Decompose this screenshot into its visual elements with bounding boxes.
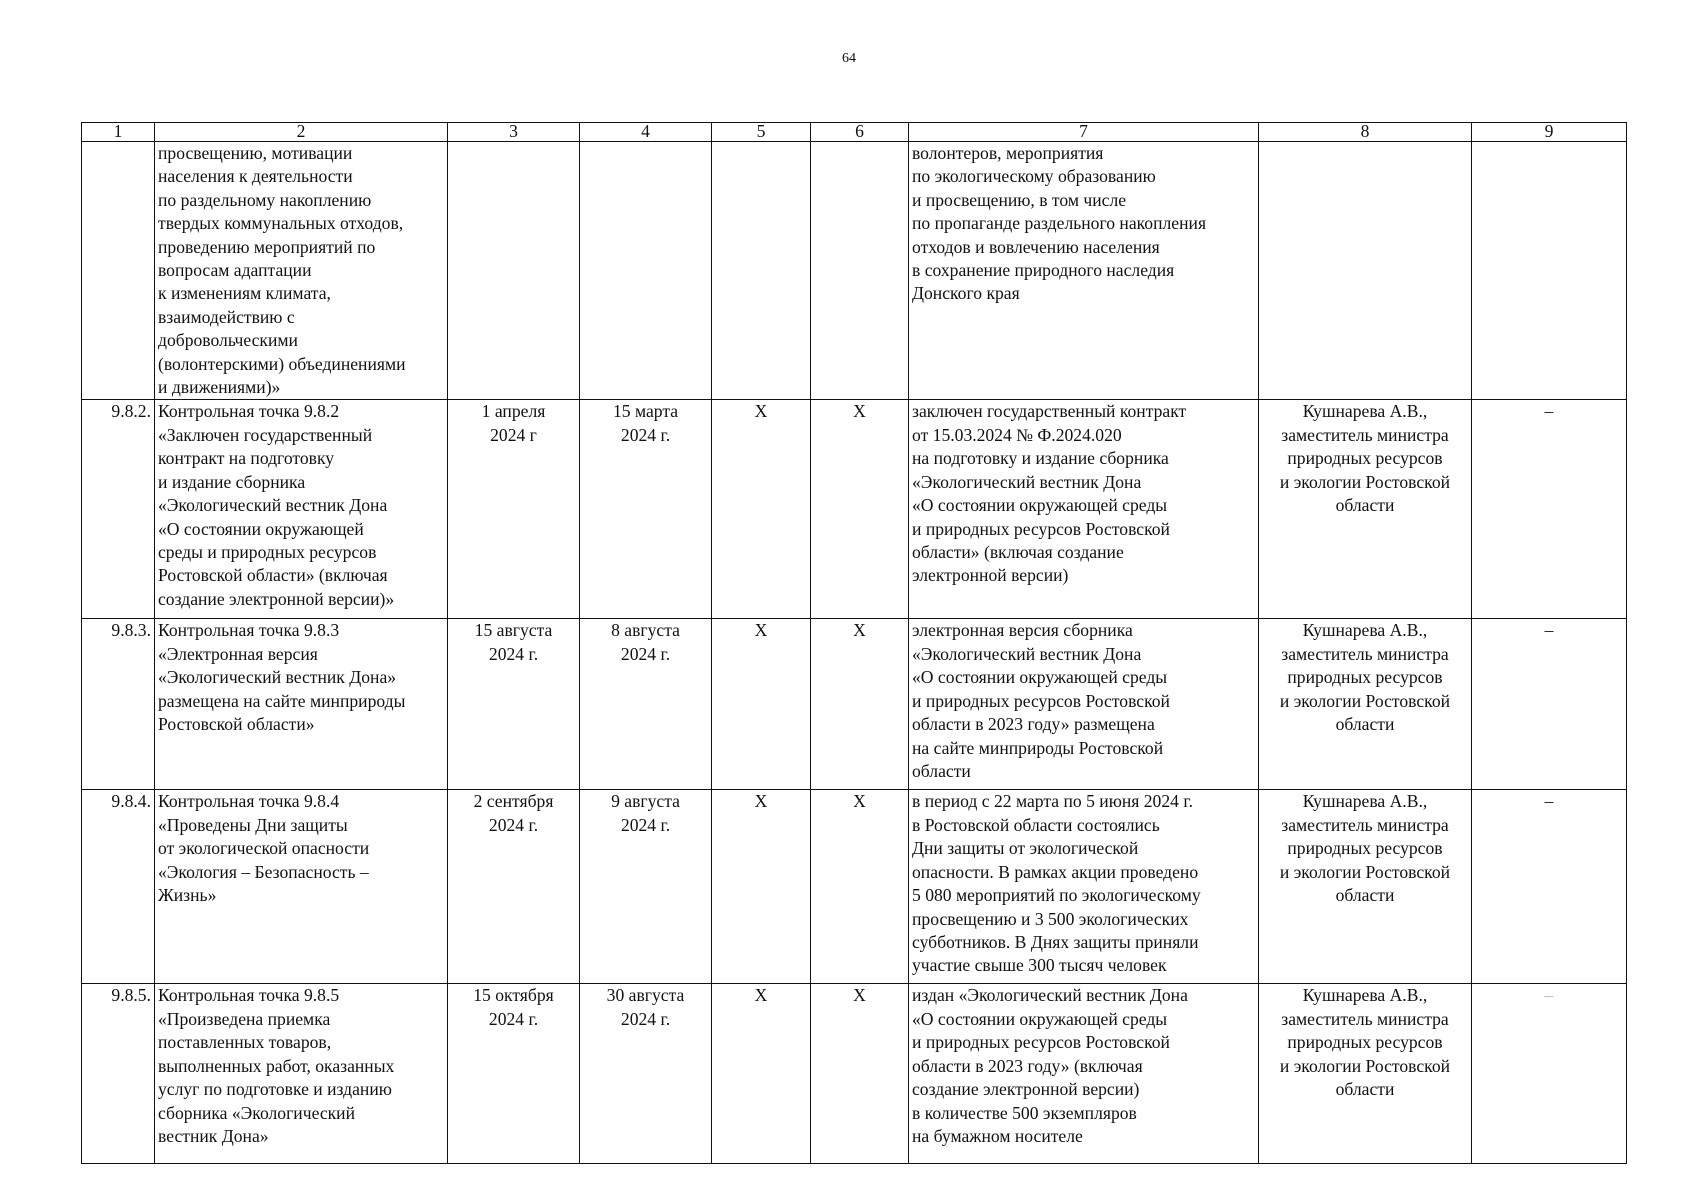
- col5-cell: [712, 142, 811, 400]
- fact-date-cell: 9 августа 2024 г.: [580, 790, 712, 984]
- column-number: 7: [909, 123, 1259, 142]
- result-cell: электронная версия сборника «Экологический вестник Дона «О состоянии окружающей среды и природных ресурсов Ростовской области в 2023 году» размещена на сайте минприроды Ростовской области: [909, 619, 1259, 790]
- event-name-cell: просвещению, мотивации населения к деятельности по раздельному накоплению твердых коммунальных отходов, проведению мероприятий по вопросам адаптации к изменениям климата, взаимодействию с добровольческими (волонтерскими) объединениями и движениями)»: [155, 142, 448, 400]
- col6-cell: X: [811, 619, 909, 790]
- plan-date-cell: 15 октября 2024 г.: [448, 984, 580, 1164]
- row-number-cell: [82, 142, 155, 400]
- result-cell: в период с 22 марта по 5 июня 2024 г. в Ростовской области состоялись Дни защиты от экологической опасности. В рамках акции проведено 5 080 мероприятий по экологическому просвещению и 3 500 экологических субботников. В Днях защиты приняли участие свыше 300 тысяч человек: [909, 790, 1259, 984]
- event-name-cell: Контрольная точка 9.8.2 «Заключен государственный контракт на подготовку и издание сборника «Экологический вестник Дона «О состоянии окружающей среды и природных ресурсов Ростовской области» (включая создание электронной версии)»: [155, 400, 448, 619]
- responsible-cell: [1259, 142, 1472, 400]
- responsible-cell: Кушнарева А.В., заместитель министра природных ресурсов и экологии Ростовской области: [1259, 400, 1472, 619]
- plan-date-cell: 1 апреля 2024 г: [448, 400, 580, 619]
- col6-cell: X: [811, 400, 909, 619]
- column-number: 3: [448, 123, 580, 142]
- fact-date-cell: [580, 142, 712, 400]
- col5-cell: X: [712, 790, 811, 984]
- plan-date-cell: 2 сентября 2024 г.: [448, 790, 580, 984]
- row-number-cell: 9.8.2.: [82, 400, 155, 619]
- table-row: [82, 984, 1627, 1164]
- event-name-cell: Контрольная точка 9.8.3 «Электронная версия «Экологический вестник Дона» размещена на сайте минприроды Ростовской области»: [155, 619, 448, 790]
- column-number: 2: [155, 123, 448, 142]
- column-number: 1: [82, 123, 155, 142]
- note-cell: –: [1472, 619, 1627, 790]
- note-cell: [1472, 142, 1627, 400]
- responsible-cell: Кушнарева А.В., заместитель министра природных ресурсов и экологии Ростовской области: [1259, 619, 1472, 790]
- note-cell: –: [1472, 984, 1627, 1164]
- fact-date-cell: 8 августа 2024 г.: [580, 619, 712, 790]
- column-number: 6: [811, 123, 909, 142]
- table-row: [82, 790, 1627, 984]
- col6-cell: [811, 142, 909, 400]
- column-number-row: [82, 123, 1627, 142]
- fact-date-cell: 15 марта 2024 г.: [580, 400, 712, 619]
- page-number: 64: [842, 51, 856, 66]
- table-row: [82, 619, 1627, 790]
- note-cell: –: [1472, 400, 1627, 619]
- plan-date-cell: 15 августа 2024 г.: [448, 619, 580, 790]
- event-name-cell: Контрольная точка 9.8.4 «Проведены Дни защиты от экологической опасности «Экология – Безопасность – Жизнь»: [155, 790, 448, 984]
- row-number-cell: 9.8.3.: [82, 619, 155, 790]
- continuation-row: [82, 142, 1627, 400]
- row-number-cell: 9.8.4.: [82, 790, 155, 984]
- result-cell: волонтеров, мероприятия по экологическому образованию и просвещению, в том числе по пропаганде раздельного накопления отходов и вовлечению населения в сохранение природного наследия Донского края: [909, 142, 1259, 400]
- plan-date-cell: [448, 142, 580, 400]
- report-table: [81, 122, 1627, 1164]
- column-number: 9: [1472, 123, 1627, 142]
- result-cell: заключен государственный контракт от 15.03.2024 № Ф.2024.020 на подготовку и издание сборника «Экологический вестник Дона «О состоянии окружающей среды и природных ресурсов Ростовской области» (включая создание электронной версии): [909, 400, 1259, 619]
- fact-date-cell: 30 августа 2024 г.: [580, 984, 712, 1164]
- col6-cell: X: [811, 984, 909, 1164]
- note-cell: –: [1472, 790, 1627, 984]
- col5-cell: X: [712, 400, 811, 619]
- result-cell: издан «Экологический вестник Дона «О состоянии окружающей среды и природных ресурсов Ростовской области в 2023 году» (включая создание электронной версии) в количестве 500 экземпляров на бумажном носителе: [909, 984, 1259, 1164]
- responsible-cell: Кушнарева А.В., заместитель министра природных ресурсов и экологии Ростовской области: [1259, 790, 1472, 984]
- column-number: 5: [712, 123, 811, 142]
- col5-cell: X: [712, 619, 811, 790]
- col5-cell: X: [712, 984, 811, 1164]
- column-number: 4: [580, 123, 712, 142]
- responsible-cell: Кушнарева А.В., заместитель министра природных ресурсов и экологии Ростовской области: [1259, 984, 1472, 1164]
- col6-cell: X: [811, 790, 909, 984]
- table-row: [82, 400, 1627, 619]
- row-number-cell: 9.8.5.: [82, 984, 155, 1164]
- column-number: 8: [1259, 123, 1472, 142]
- event-name-cell: Контрольная точка 9.8.5 «Произведена приемка поставленных товаров, выполненных работ, оказанных услуг по подготовке и изданию сборника «Экологический вестник Дона»: [155, 984, 448, 1164]
